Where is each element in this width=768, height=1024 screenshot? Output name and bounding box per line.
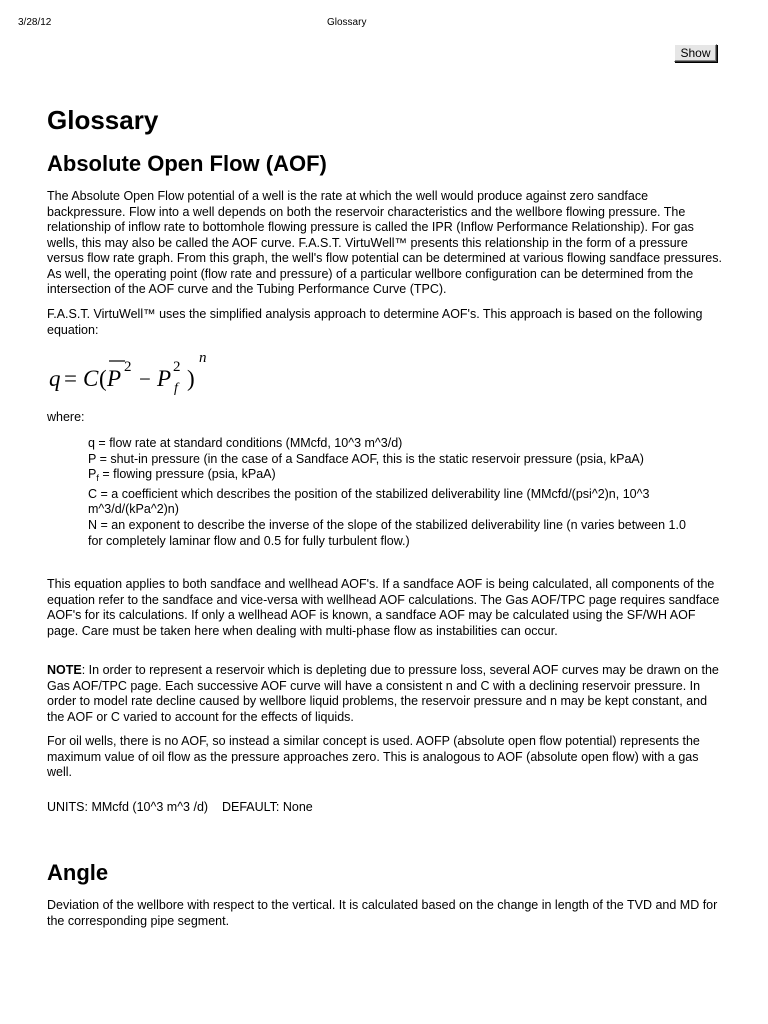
variable-definitions [88, 436, 688, 549]
equation-pf-exp: 2 [173, 359, 181, 375]
aof-paragraph-3: This equation applies to both sandface and wellhead AOF's. If a sandface AOF is being calculated, all components of the equation refer to the sandface and vice-versa with wellhead AOF calculations. The Gas AOF/TPC page requires sandface AOF's for its calculations. If only a wellhead AOF is known, a sandface AOF may be calculated using the SF/WH AOF page. Care must be taken here when dealing with multi-phase flow as instabilities can occur. [47, 577, 720, 638]
equation-equals: = [64, 366, 77, 391]
equation-c: C [83, 366, 99, 391]
print-title: Glossary [327, 17, 367, 28]
equation-p-exp: 2 [124, 359, 132, 375]
aof-heading: Absolute Open Flow (AOF) [47, 151, 327, 176]
definition-c: C = a coefficient which describes the position of the stabilized deliverability line (MMcfd/(psi^2)n, 10^3 m^3/d/(kPa^2)n) [88, 486, 650, 517]
note-text: : In order to represent a reservoir which is depleting due to pressure loss, several AOF curves may be drawn on the Gas AOF/TPC page. Each successive AOF curve will have a consistent n and C with a declining reservoir pressure. In order to model rate decline caused by wellbore liquid problems, the reservoir pressure and n may be kept constant, and the AOF or C varied to account for the effects of liquids. [47, 663, 719, 724]
pf-subscript: f [96, 473, 99, 484]
pf-text: = flowing pressure (psia, kPaA) [98, 467, 276, 482]
page-heading: Glossary [47, 105, 159, 135]
angle-paragraph-1: Deviation of the wellbore with respect to the vertical. It is calculated based on the change in length of the TVD and MD for the corresponding pipe segment. [47, 898, 718, 928]
angle-heading: Angle [47, 860, 109, 885]
aof-paragraph-1: The Absolute Open Flow potential of a well is the rate at which the well would produce against zero sandface backpressure. Flow into a well depends on both the reservoir characteristics and the wellbore flowing pressure. The relationship of inflow rate to bottomhole flowing pressure is called the IPR (Inflow Performance Relationship). For gas wells, this may also be called the AOF curve. F.A.S.T. VirtuWell™ presents this relationship in the form of a pressure versus flow rate graph. From this graph, the well's flow potential can be determined at various flowing sandface pressures. As well, the operating point (flow rate and pressure) of a particular wellbore configuration can be determined from the intersection of the AOF curve and the Tubing Performance Curve (TPC). [47, 189, 722, 296]
aof-note [47, 663, 723, 725]
aof-paragraph-4: For oil wells, there is no AOF, so instead a similar concept is used. AOFP (absolute open flow potential) represents the maximum value of oil flow as the pressure approaches zero. This is analogous to AOF (absolute open flow) with a gas well. [47, 734, 700, 779]
definition-pf [88, 467, 688, 487]
note-label: NOTE [47, 663, 82, 677]
equation-pf: P [157, 366, 172, 391]
equation-minus: − [139, 367, 151, 391]
aof-units: UNITS: MMcfd (10^3 m^3 /d) DEFAULT: None [47, 800, 313, 814]
equation-n: n [199, 350, 207, 366]
equation-paren-close: ) [187, 366, 195, 391]
definition-n: N = an exponent to describe the inverse of the slope of the stabilized deliverability line (n varies between 1.0 for completely laminar flow and 0.5 for fully turbulent flow.) [88, 517, 686, 548]
equation-pf-sub: f [174, 381, 178, 396]
equation-q: q [49, 366, 61, 391]
pf-symbol: P [88, 467, 97, 482]
where-label: where: [47, 410, 85, 424]
show-button[interactable]: Show [674, 44, 717, 62]
definition-q: q = flow rate at standard conditions (MMcfd, 10^3 m^3/d) [88, 436, 403, 450]
equation-p: P [107, 366, 122, 391]
aof-equation [47, 344, 217, 400]
print-date: 3/28/12 [18, 17, 52, 28]
equation-paren-open: ( [99, 366, 107, 391]
aof-paragraph-2: F.A.S.T. VirtuWell™ uses the simplified analysis approach to determine AOF's. This approach is based on the following equation: [47, 307, 703, 337]
definition-p: P = shut-in pressure (in the case of a Sandface AOF, this is the static reservoir pressure (psia, kPaA) [88, 451, 644, 466]
